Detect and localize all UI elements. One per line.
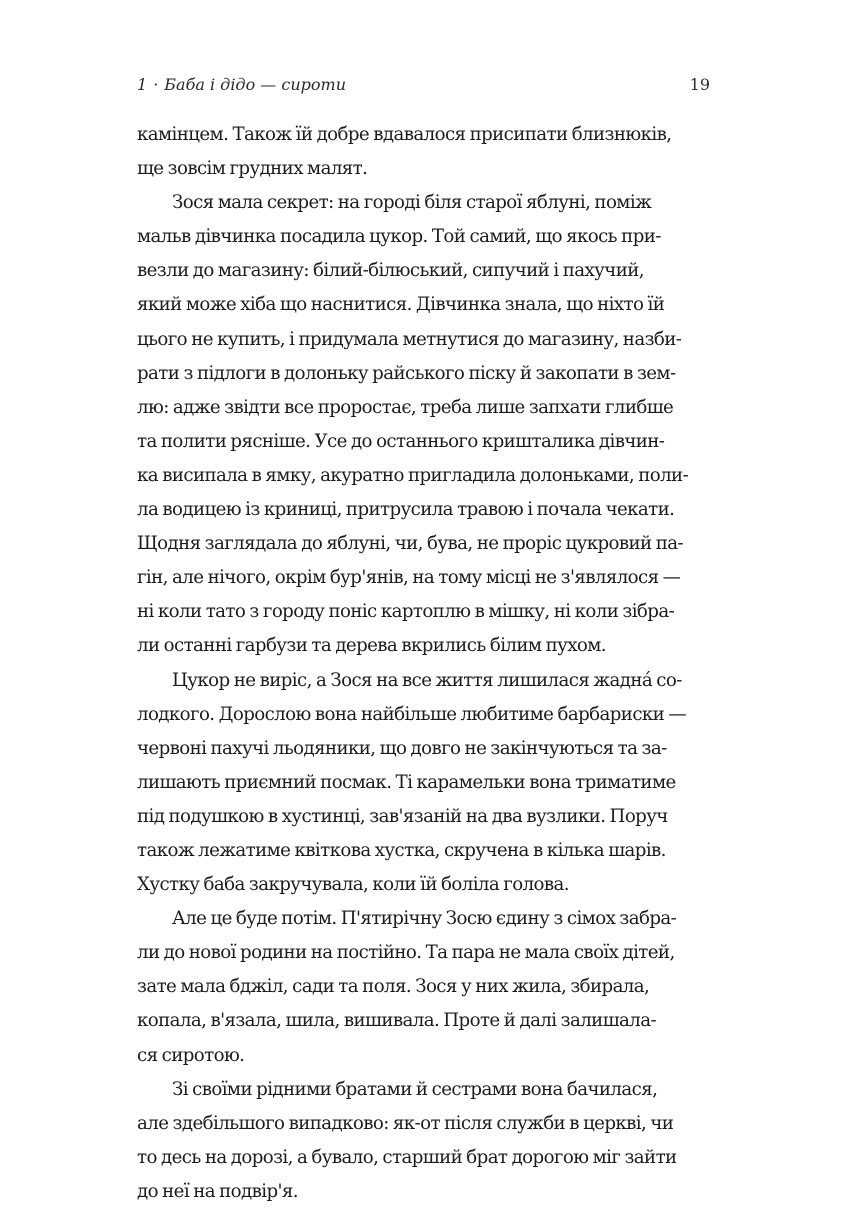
text-line: мальв дівчинка посадила цукор. Той самий, що якось при- — [137, 226, 661, 248]
paragraph — [137, 186, 710, 663]
text-line: камінцем. Також їй добре вдавалося присипати близнюків, — [137, 124, 672, 145]
text-line: червоні пахучі льодяники, що довго не закінчуються та за- — [137, 737, 667, 759]
text-line: але здебільшого випадково: як-от після служби в церкві, чи — [137, 1112, 674, 1134]
text-line: Хустку баба закручувала, коли їй боліла голова. — [137, 874, 569, 896]
text-line: до неї на подвір'я. — [137, 1180, 298, 1202]
text-line: ли останні гарбузи та дерева вкрились білим пухом. — [137, 635, 606, 657]
text-line: ли до нової родини на постійно. Та пара не мала своїх дітей, — [137, 942, 675, 964]
text-line: Цукор не виріс, а Зося на все життя лишилася жадна́ со- — [172, 669, 682, 691]
text-line: то десь на дорозі, а бувало, старший брат дорогою міг зайти — [137, 1146, 677, 1168]
text-line: Щодня заглядала до яблуні, чи, бува, не проріс цукровий па- — [137, 533, 684, 555]
text-line: який може хіба що наснитися. Дівчинка знала, що ніхто їй — [137, 294, 665, 316]
paragraph — [137, 118, 710, 186]
text-line: лишають приємний посмак. Ті карамельки вона триматиме — [137, 771, 676, 793]
page-number: 19 — [689, 75, 710, 94]
text-line: ще зовсім грудних малят. — [137, 158, 368, 180]
paragraph — [137, 1073, 710, 1209]
text-line: везли до магазину: білий-білюський, сипучий і пахучий, — [137, 260, 644, 282]
text-line: копала, в'язала, шила, вишивала. Проте й далі залишала- — [137, 1010, 656, 1032]
chapter-number: 1 — [137, 75, 148, 94]
text-line: лодкого. Дорослою вона найбільше любитиме барбариски — — [137, 703, 686, 725]
text-line: зате мала бджіл, сади та поля. Зося у них жила, збирала, — [137, 976, 650, 998]
chapter-heading — [137, 72, 346, 98]
paragraph — [137, 664, 710, 903]
running-header — [137, 72, 710, 98]
text-line: рати з підлоги в долоньку райського піску й закопати в зем- — [137, 362, 676, 384]
text-line: цього не купить, і придумала метнутися до магазину, назби- — [137, 328, 682, 350]
text-line: ла водицею із криниці, притрусила травою і почала чекати. — [137, 499, 675, 521]
header-separator: · — [153, 75, 159, 94]
text-line: гін, але нічого, окрім бур'янів, на тому місці не з'являлося — — [137, 567, 681, 589]
text-line: ні коли тато з городу поніс картоплю в мішку, ні коли зібра- — [137, 601, 675, 623]
text-line: ка висипала в ямку, акуратно пригладила долоньками, поли- — [137, 464, 689, 486]
text-line: Але це буде потім. П'ятирічну Зосю єдину з сімох забра- — [172, 908, 677, 930]
text-line: Зі своїми рідними братами й сестрами вона бачилася, — [172, 1078, 658, 1100]
text-line: під подушкою в хустинці, зав'язаній на два вузлики. Поруч — [137, 805, 668, 827]
paragraph — [137, 902, 710, 1072]
body-text — [137, 118, 710, 1209]
text-line: лю: адже звідти все проростає, треба лише запхати глибше — [137, 396, 674, 418]
text-line: ся сиротою. — [137, 1044, 245, 1066]
text-line: та полити рясніше. Усе до останнього кришталика дівчин- — [137, 430, 665, 452]
text-line: Зося мала секрет: на городі біля старої яблуні, поміж — [172, 192, 652, 214]
chapter-title: Баба і дідо — сироти — [164, 75, 346, 94]
text-line: також лежатиме квіткова хустка, скручена в кілька шарів. — [137, 839, 666, 861]
